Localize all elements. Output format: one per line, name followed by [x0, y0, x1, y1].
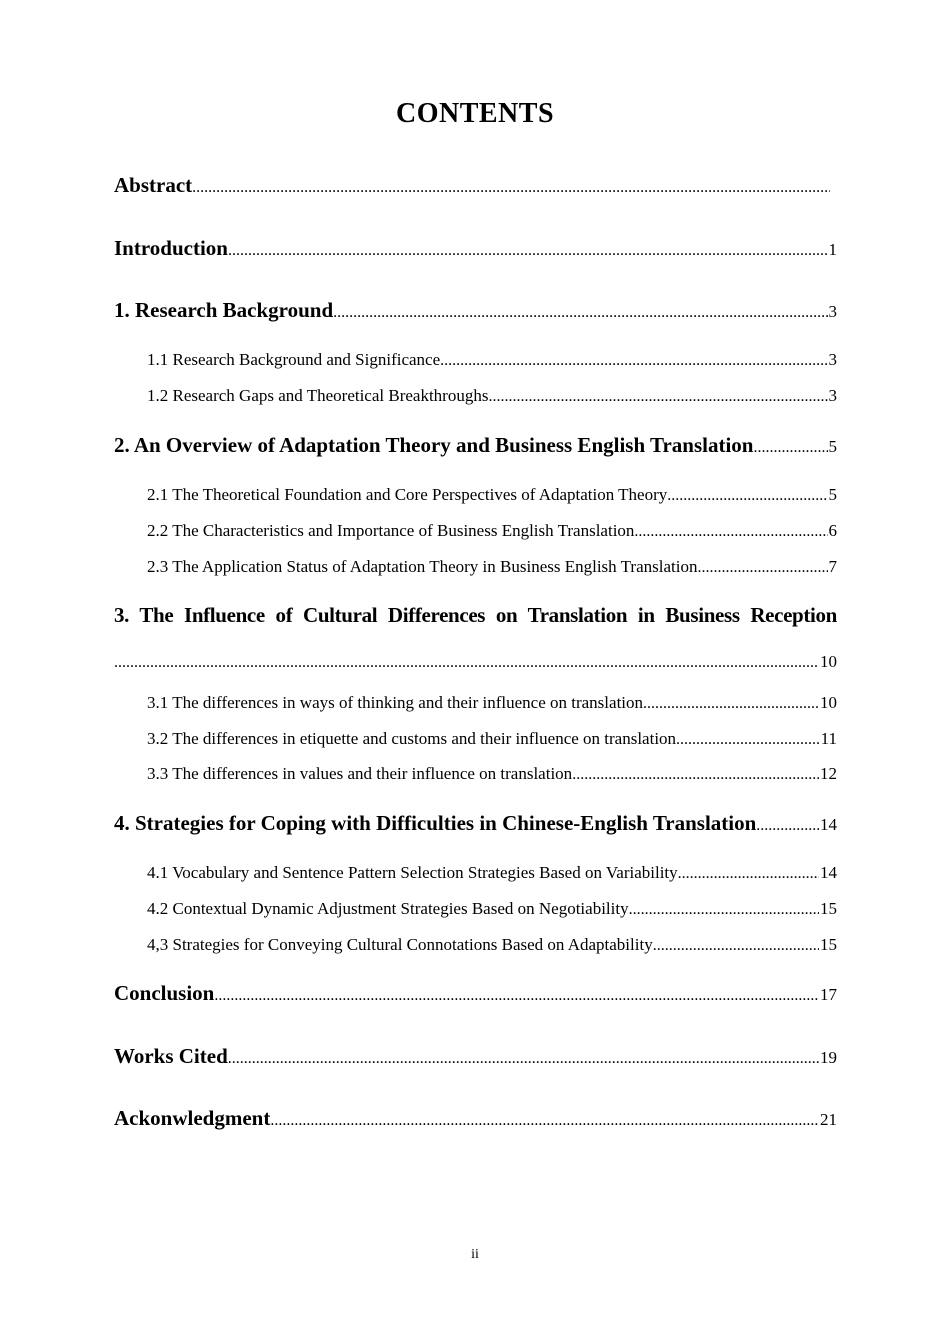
toc-entry-abstract[interactable] [114, 173, 837, 198]
toc-page-number: 11 [820, 729, 837, 748]
toc-entry-label: 2.2 The Characteristics and Importance of Business English Translation [147, 521, 635, 540]
toc-entry-works-cited[interactable] [114, 1044, 837, 1069]
toc-entry-label: 3.2 The differences in etiquette and customs and their influence on translation [147, 729, 677, 748]
toc-page-number: 15 [820, 935, 837, 954]
toc-entry-label: Introduction [114, 236, 228, 260]
toc-entry-chapter-3-leader[interactable] [114, 652, 837, 672]
toc-page-number: 7 [828, 557, 837, 576]
toc-entry-acknowledgment[interactable] [114, 1106, 837, 1131]
leader-dots [488, 388, 827, 406]
toc-page-number: 5 [828, 437, 837, 456]
toc-entry-label: 1. Research Background [114, 298, 334, 322]
toc-entry-section-1-2[interactable] [147, 386, 837, 406]
toc-entry-label: 4. Strategies for Coping with Difficulties in Chinese-English Translation [114, 811, 757, 835]
leader-dots [333, 304, 827, 322]
toc-entry-label: Ackonwledgment [114, 1106, 271, 1130]
leader-dots [643, 695, 819, 713]
toc-entry-section-4-3[interactable] [147, 935, 837, 955]
toc-entry-section-2-3[interactable] [147, 557, 837, 577]
toc-page-number: 10 [820, 693, 837, 712]
toc-page-number: 10 [820, 652, 837, 671]
toc-page-number: 14 [820, 863, 837, 882]
toc-page-number: 14 [820, 815, 837, 834]
toc-entry-chapter-3-label[interactable]: 3. The Influence of Cultural Differences on Translation in Business Reception [114, 603, 837, 627]
toc-entry-conclusion[interactable] [114, 981, 837, 1006]
toc-entry-label: 4.2 Contextual Dynamic Adjustment Strategies Based on Negotiability [147, 899, 629, 918]
toc-entry-section-3-2[interactable] [147, 729, 837, 749]
toc-entry-label: Works Cited [114, 1044, 228, 1068]
toc-entry-label: 2. An Overview of Adaptation Theory and Business English Translation [114, 433, 754, 457]
leader-dots [676, 731, 820, 749]
toc-entry-chapter-2[interactable] [114, 433, 837, 458]
toc-entry-label: 1.2 Research Gaps and Theoretical Breakthroughs [147, 386, 489, 405]
toc-entry-section-4-1[interactable] [147, 863, 837, 883]
toc-entry-label: Abstract [114, 173, 193, 197]
leader-dots [270, 1112, 819, 1130]
leader-dots [440, 352, 827, 370]
toc-entry-section-3-3[interactable] [147, 764, 837, 784]
toc-page-number: 1 [828, 240, 837, 259]
leader-dots [697, 559, 827, 577]
toc-page-number: 3 [828, 350, 837, 369]
toc-entry-chapter-1[interactable] [114, 298, 837, 323]
leader-dots [572, 766, 819, 784]
toc-entry-introduction[interactable] [114, 236, 837, 261]
toc-entry-label: 3.1 The differences in ways of thinking and their influence on translation [147, 693, 644, 712]
toc-page-number: 3 [828, 386, 837, 405]
toc-page-number: 19 [820, 1048, 837, 1067]
toc-entry-label: Conclusion [114, 981, 215, 1005]
toc-entry-section-3-1[interactable] [147, 693, 837, 713]
leader-dots [678, 865, 819, 883]
toc-entry-label: 2.1 The Theoretical Foundation and Core Perspectives of Adaptation Theory [147, 485, 668, 504]
toc-page-number: 6 [828, 521, 837, 540]
leader-dots [756, 817, 819, 835]
toc-entry-chapter-4[interactable] [114, 811, 837, 836]
toc-entry-label: 2.3 The Application Status of Adaptation Theory in Business English Translation [147, 557, 698, 576]
toc-page-number: 17 [820, 985, 837, 1004]
leader-dots [192, 179, 830, 197]
toc-entry-label: 4.1 Vocabulary and Sentence Pattern Selection Strategies Based on Variability [147, 863, 678, 882]
toc-entry-section-1-1[interactable] [147, 350, 837, 370]
toc-entry-section-2-2[interactable] [147, 521, 837, 541]
leader-dots [753, 439, 827, 457]
toc-entry-section-2-1[interactable] [147, 485, 837, 505]
toc-page-number: 21 [820, 1110, 837, 1129]
toc-page-number: 3 [828, 302, 837, 321]
leader-dots [214, 987, 819, 1005]
toc-page-number: 5 [828, 485, 837, 504]
leader-dots [634, 523, 827, 541]
leader-dots [114, 654, 819, 672]
toc-entry-label: 3.3 The differences in values and their influence on translation [147, 764, 573, 783]
leader-dots [629, 901, 819, 919]
page-title: CONTENTS [395, 98, 555, 129]
leader-dots [653, 937, 819, 955]
toc-page-number: 15 [820, 899, 837, 918]
leader-dots [228, 242, 828, 260]
leader-dots [667, 487, 827, 505]
toc-entry-section-4-2[interactable] [147, 899, 837, 919]
toc-entry-label: 4,3 Strategies for Conveying Cultural Connotations Based on Adaptability [147, 935, 653, 954]
page-number-footer: ii [471, 1247, 479, 1262]
leader-dots [228, 1050, 819, 1068]
toc-entry-label: 1.1 Research Background and Significance [147, 350, 441, 369]
toc-page-number: 12 [820, 764, 837, 783]
